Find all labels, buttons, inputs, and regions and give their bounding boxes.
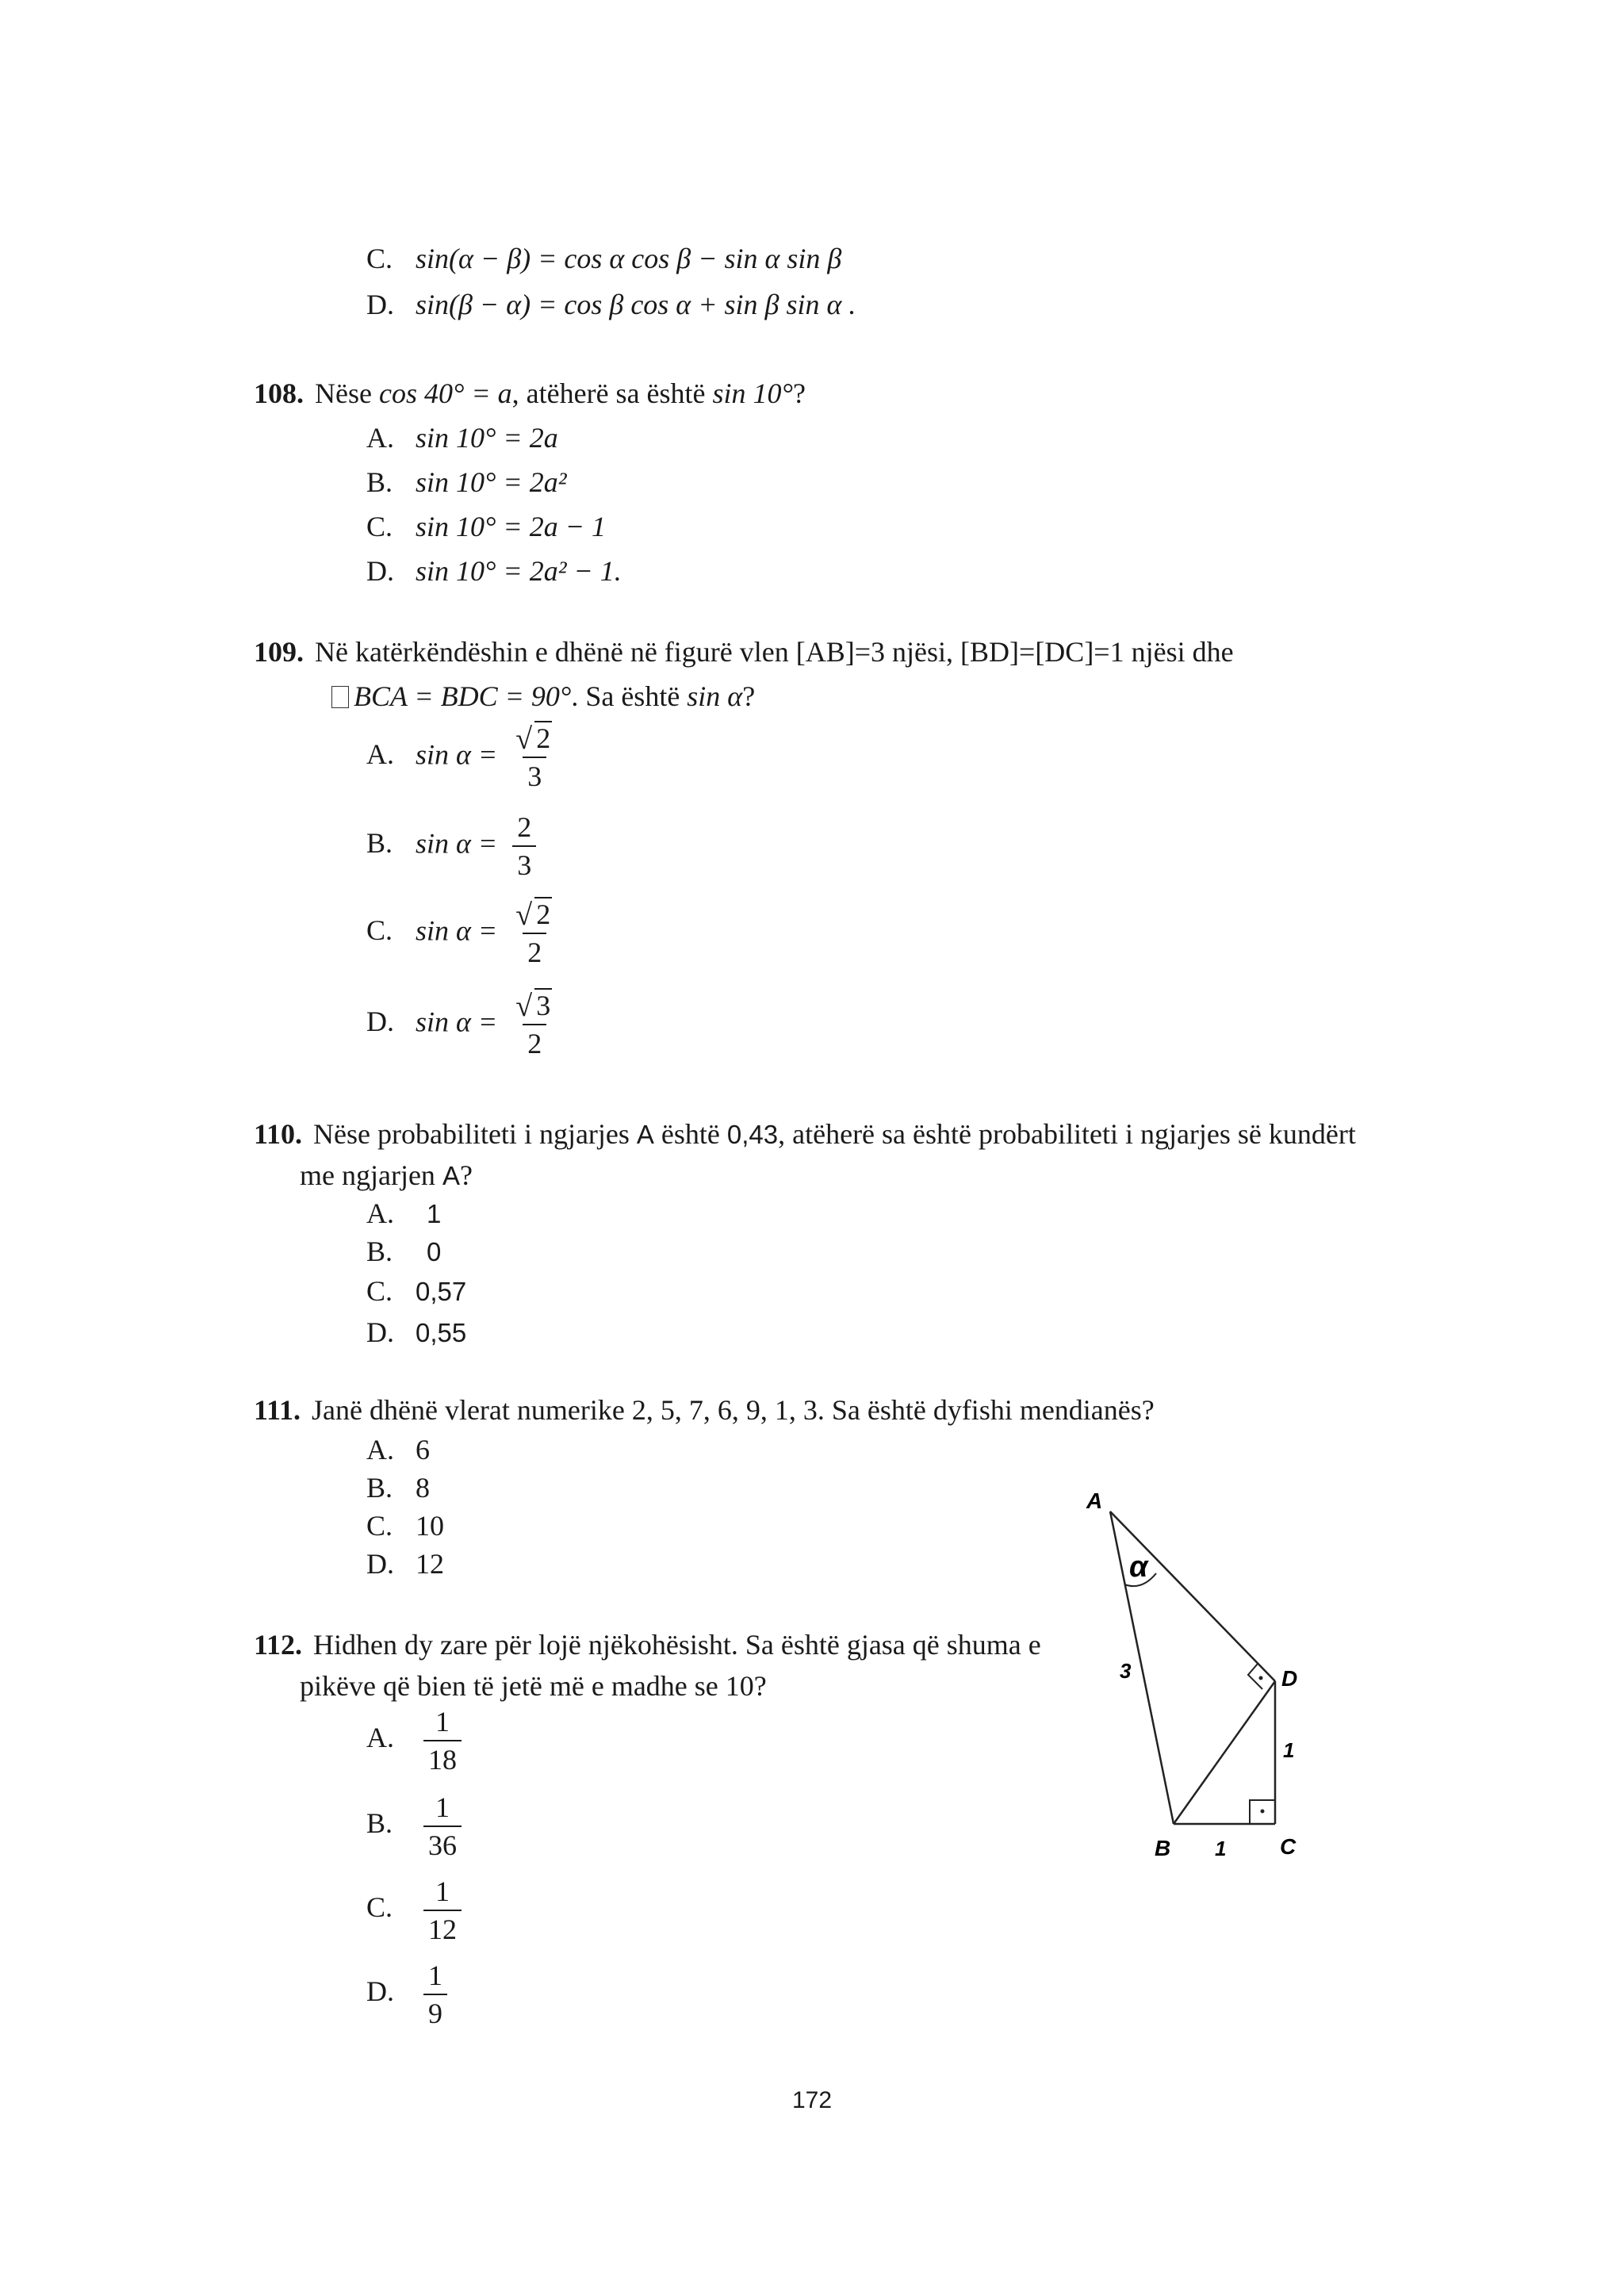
option-label: D.	[366, 1006, 394, 1038]
numerator: 2	[536, 722, 551, 754]
q111-option-d	[366, 1546, 444, 1581]
option-label: D.	[366, 555, 394, 587]
stem-text: ?	[792, 377, 806, 409]
q107-option-c	[366, 241, 841, 276]
q110-option-a	[366, 1196, 441, 1232]
fraction	[512, 987, 557, 1062]
option-expr: sin 10° = 2a² − 1.	[416, 555, 622, 587]
question-number: 111.	[254, 1394, 301, 1426]
stem-text: . Sa është	[571, 680, 680, 712]
segment-bd	[1174, 1681, 1275, 1824]
stem-text: Në katërkëndëshin e dhënë në figurë vlen [AB]=3 njësi, [BD]=[DC]=1 njësi dhe	[315, 636, 1234, 668]
stem-math: sin α	[687, 680, 743, 712]
option-label: A.	[366, 1434, 394, 1465]
option-value: 1	[427, 1199, 442, 1228]
q111-option-c	[366, 1508, 444, 1543]
option-expr: sin(α − β) = cos α cos β − sin α sin β	[416, 243, 842, 274]
option-value: 0	[427, 1237, 442, 1266]
q110-stem-line1	[254, 1117, 1356, 1152]
denominator: 9	[423, 1994, 447, 2032]
option-label: D.	[366, 1975, 394, 2008]
event-symbol: A	[442, 1161, 460, 1190]
fraction	[512, 720, 557, 795]
side-ab-label: 3	[1120, 1659, 1132, 1683]
option-lhs: sin α =	[416, 1006, 498, 1038]
stem-math: cos 40° = a	[378, 377, 512, 409]
numerator: 1	[435, 1875, 450, 1907]
q107-option-d	[366, 287, 856, 322]
option-expr: sin 10° = 2a²	[416, 466, 567, 498]
question-number: 108.	[254, 377, 304, 409]
q112-option-a	[366, 1703, 462, 1778]
stem-text: Nëse	[315, 377, 372, 409]
vertex-c-label: C	[1280, 1834, 1297, 1859]
fraction	[423, 1957, 447, 2032]
denominator: 36	[423, 1826, 462, 1864]
stem-text: , atëherë sa është probabiliteti i ngjarjes së kundërt	[778, 1118, 1356, 1150]
numerator: 2	[517, 811, 532, 843]
option-label: D.	[366, 1548, 394, 1580]
stem-text: Janë dhënë vlerat numerike 2, 5, 7, 6, 9, 1, 3. Sa është dyfishi mendianës?	[312, 1394, 1155, 1426]
option-label: B.	[366, 1236, 393, 1267]
option-label: D.	[366, 289, 394, 320]
q110-option-b	[366, 1234, 441, 1270]
denominator: 3	[512, 845, 536, 883]
q108-option-d	[366, 554, 622, 588]
option-label: B.	[366, 466, 393, 498]
stem-text: , atëherë sa është	[511, 377, 706, 409]
angle-dot-d	[1259, 1676, 1263, 1680]
q111-option-a	[366, 1432, 430, 1467]
segment-ad	[1110, 1511, 1275, 1681]
side-bc-label: 1	[1215, 1837, 1227, 1860]
q109-option-c	[366, 896, 557, 971]
stem-math: sin 10°	[712, 377, 793, 409]
option-lhs: sin α =	[416, 827, 498, 860]
page-number: 172	[791, 2087, 833, 2113]
denominator: 12	[423, 1910, 462, 1948]
q112-option-d	[366, 1957, 447, 2032]
q109-stem-line2	[331, 679, 755, 714]
q112-option-b	[366, 1789, 462, 1864]
denominator: 2	[523, 933, 546, 971]
q108-option-a	[366, 420, 558, 455]
q108-stem	[254, 376, 806, 411]
question-number: 112.	[254, 1629, 303, 1661]
side-dc-label: 1	[1283, 1738, 1295, 1762]
q111-stem	[254, 1393, 1155, 1427]
option-label: C.	[366, 1510, 393, 1542]
option-label: A.	[366, 1722, 394, 1754]
q109-option-a	[366, 720, 557, 795]
option-expr: sin(β − α) = cos β cos α + sin β sin α .	[416, 289, 856, 320]
vertex-d-label: D	[1281, 1666, 1298, 1691]
option-label: A.	[366, 1197, 394, 1229]
fraction	[423, 1873, 462, 1948]
q110-option-d	[366, 1315, 466, 1350]
denominator: 18	[423, 1740, 462, 1778]
option-label: B.	[366, 1472, 393, 1504]
q110-option-c	[366, 1274, 466, 1309]
option-value: 12	[416, 1548, 444, 1580]
option-label: A.	[366, 738, 394, 771]
denominator: 3	[523, 757, 546, 795]
stem-text: Nëse probabiliteti i ngjarjes	[313, 1118, 630, 1150]
stem-text: me ngjarjen	[300, 1159, 435, 1191]
numerator: 1	[435, 1791, 450, 1823]
fraction	[512, 809, 536, 883]
q108-option-c	[366, 509, 606, 544]
option-label: C.	[366, 1891, 393, 1924]
option-label: B.	[366, 827, 393, 860]
q108-option-b	[366, 465, 567, 500]
option-expr: sin 10° = 2a	[416, 422, 558, 454]
q111-option-b	[366, 1470, 430, 1505]
probability-value: 0,43	[726, 1120, 779, 1149]
q112-option-c	[366, 1873, 462, 1948]
option-label: C.	[366, 243, 393, 274]
stem-text: Hidhen dy zare për lojë njëkohësisht. Sa është gjasa që shuma e	[313, 1629, 1041, 1661]
numerator: 2	[536, 898, 551, 930]
option-value: 8	[416, 1472, 430, 1504]
q110-stem-line2	[300, 1158, 473, 1193]
option-label: C.	[366, 1275, 393, 1307]
option-label: A.	[366, 422, 394, 454]
option-label: C.	[366, 914, 393, 947]
question-number: 109.	[254, 636, 304, 668]
stem-text: ?	[459, 1159, 473, 1191]
option-lhs: sin α =	[416, 738, 498, 771]
option-expr: sin 10° = 2a − 1	[416, 511, 606, 542]
q109-stem-line1	[254, 634, 1234, 669]
option-label: D.	[366, 1316, 394, 1348]
stem-text: është	[661, 1118, 720, 1150]
option-value: 0,55	[416, 1318, 467, 1347]
stem-text: pikëve që bien të jetë më e madhe se 10?	[300, 1670, 767, 1702]
fraction	[423, 1703, 462, 1778]
option-value: 0,57	[416, 1277, 467, 1306]
numerator: 3	[536, 990, 551, 1021]
stem-math: BCA = BDC = 90°	[354, 680, 572, 712]
quadrilateral-figure	[1063, 1491, 1316, 1871]
option-label: B.	[366, 1807, 393, 1840]
q109-option-d	[366, 987, 557, 1062]
q112-stem-line2	[300, 1668, 767, 1703]
denominator: 2	[523, 1024, 546, 1062]
q109-option-b	[366, 809, 536, 883]
q112-stem-line1	[254, 1627, 1041, 1662]
angle-dot-c	[1261, 1810, 1265, 1814]
question-number: 110.	[254, 1118, 303, 1150]
numerator: 1	[435, 1706, 450, 1737]
event-symbol: A	[636, 1120, 654, 1149]
fraction	[512, 896, 557, 971]
vertex-a-label: A	[1086, 1491, 1103, 1513]
option-label: C.	[366, 511, 393, 542]
angle-alpha-label: α	[1129, 1550, 1148, 1584]
numerator: 1	[428, 1960, 442, 1991]
stem-text: ?	[742, 680, 756, 712]
option-value: 6	[416, 1434, 430, 1465]
vertex-b-label: B	[1155, 1836, 1171, 1860]
option-lhs: sin α =	[416, 914, 498, 947]
option-value: 10	[416, 1510, 444, 1542]
angle-box-icon	[331, 686, 349, 708]
fraction	[423, 1789, 462, 1864]
